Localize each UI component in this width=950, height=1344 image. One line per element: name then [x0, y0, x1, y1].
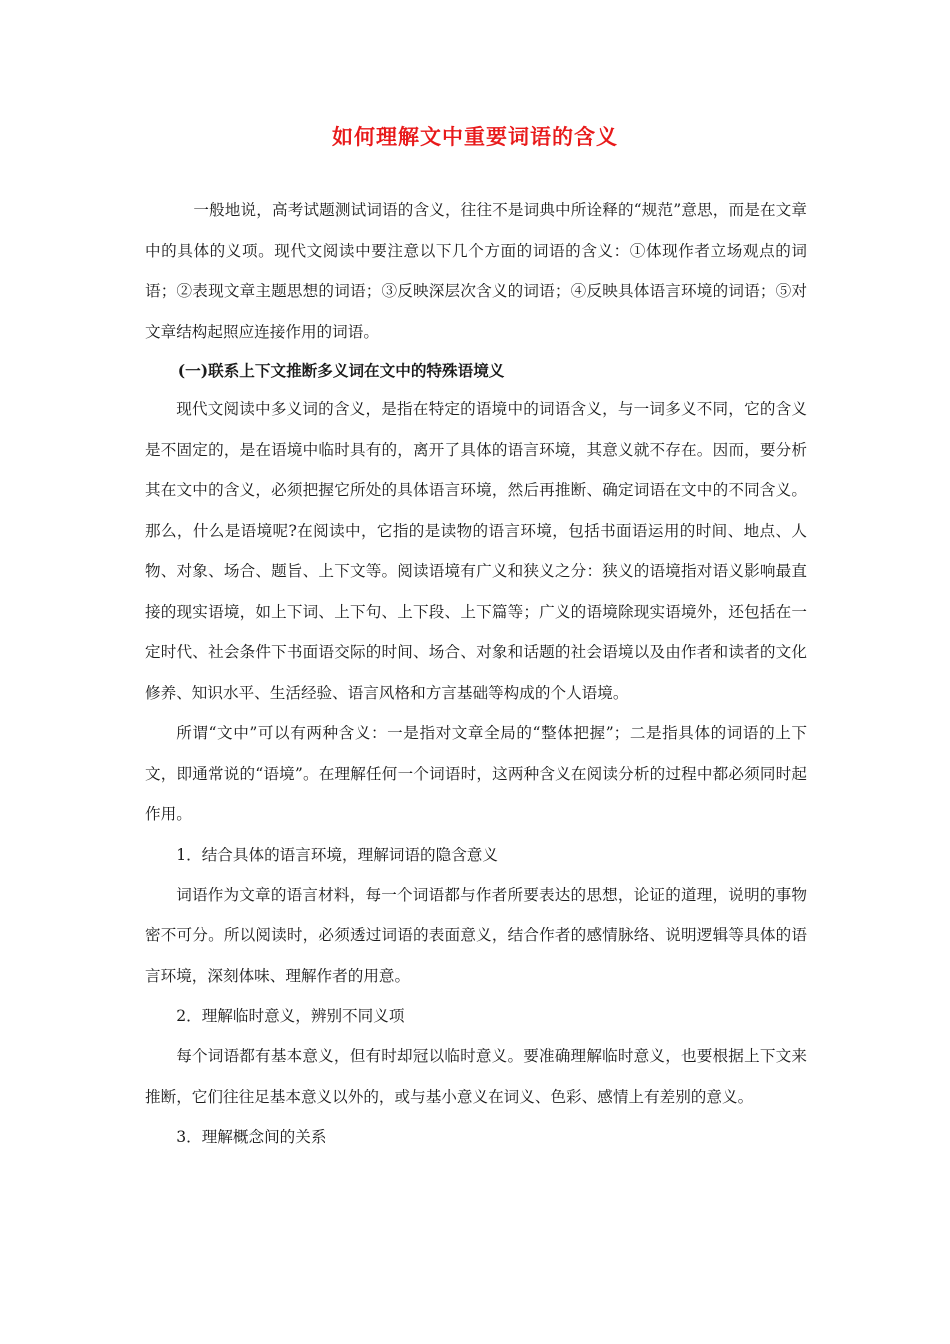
item-heading-1: 1．结合具体的语言环境，理解词语的隐含意义 [176, 845, 498, 864]
section-paragraph-meaning: 所谓“文中”可以有两种含义：一是指对文章全局的“整体把握”；二是指具体的词语的上下文，即通常说的“语境”。在理解任何一个词语时，这两种含义在阅读分析的过程中都必须同时起作用。 [145, 724, 807, 823]
section-heading: (一)联系上下文推断多义词在文中的特殊语境义 [177, 361, 505, 380]
item-text-1: 词语作为文章的语言材料，每一个词语都与作者所要表达的思想，论证的道理，说明的事物密不可分。所以阅读时，必须透过词语的表面意义，结合作者的感情脉络、说明逻辑等具体的语言环境，深刻体味、理解作者的用意。 [145, 885, 807, 985]
item-heading-2: 2．理解临时意义，辨别不同义项 [176, 1007, 405, 1025]
document-body [145, 190, 807, 1157]
item-text-2: 每个词语都有基本意义，但有时却冠以临时意义。要准确理解临时意义，也要根据上下文来推断，它们往往足基本意义以外的，或与基小意义在词义、色彩、感情上有差别的意义。 [145, 1047, 807, 1106]
intro-paragraph: 一般地说，高考试题测试词语的含义，往往不是词典中所诠释的“规范”意思，而是在文章中的具体的义项。现代文阅读中要注意以下几个方面的词语的含义：①体现作者立场观点的词语；②表现文章主题思想的词语；③反映深层次含义的词语；④反映具体语言环境的词语；⑤对文章结构起照应连接作用的词语。 [145, 201, 807, 341]
item-heading-3: 3．理解概念间的关系 [176, 1128, 327, 1146]
page-title: 如何理解文中重要词语的含义 [332, 124, 618, 149]
section-paragraph-context: 现代文阅读中多义词的含义，是指在特定的语境中的词语含义，与一词多义不同，它的含义是不固定的，是在语境中临时具有的，离开了具体的语言环境，其意义就不存在。因而，要分析其在文中的含义，必须把握它所处的具体语言环境，然后再推断、确定词语在文中的不同含义。那么，什么是语境呢?在阅读中，它指的是读物的语言环境，包括书面语运用的时间、地点、人物、对象、场合、题旨、上下文等。阅读语境有广义和狭义之分：狭义的语境指对语义影响最直接的现实语境，如上下词、上下句、上下段、上下篇等；广义的语境除现实语境外，还包括在一定时代、社会条件下书面语交际的时间、场合、对象和话题的社会语境以及由作者和读者的文化修养、知识水平、生活经验、语言风格和方言基础等构成的个人语境。 [145, 400, 807, 702]
